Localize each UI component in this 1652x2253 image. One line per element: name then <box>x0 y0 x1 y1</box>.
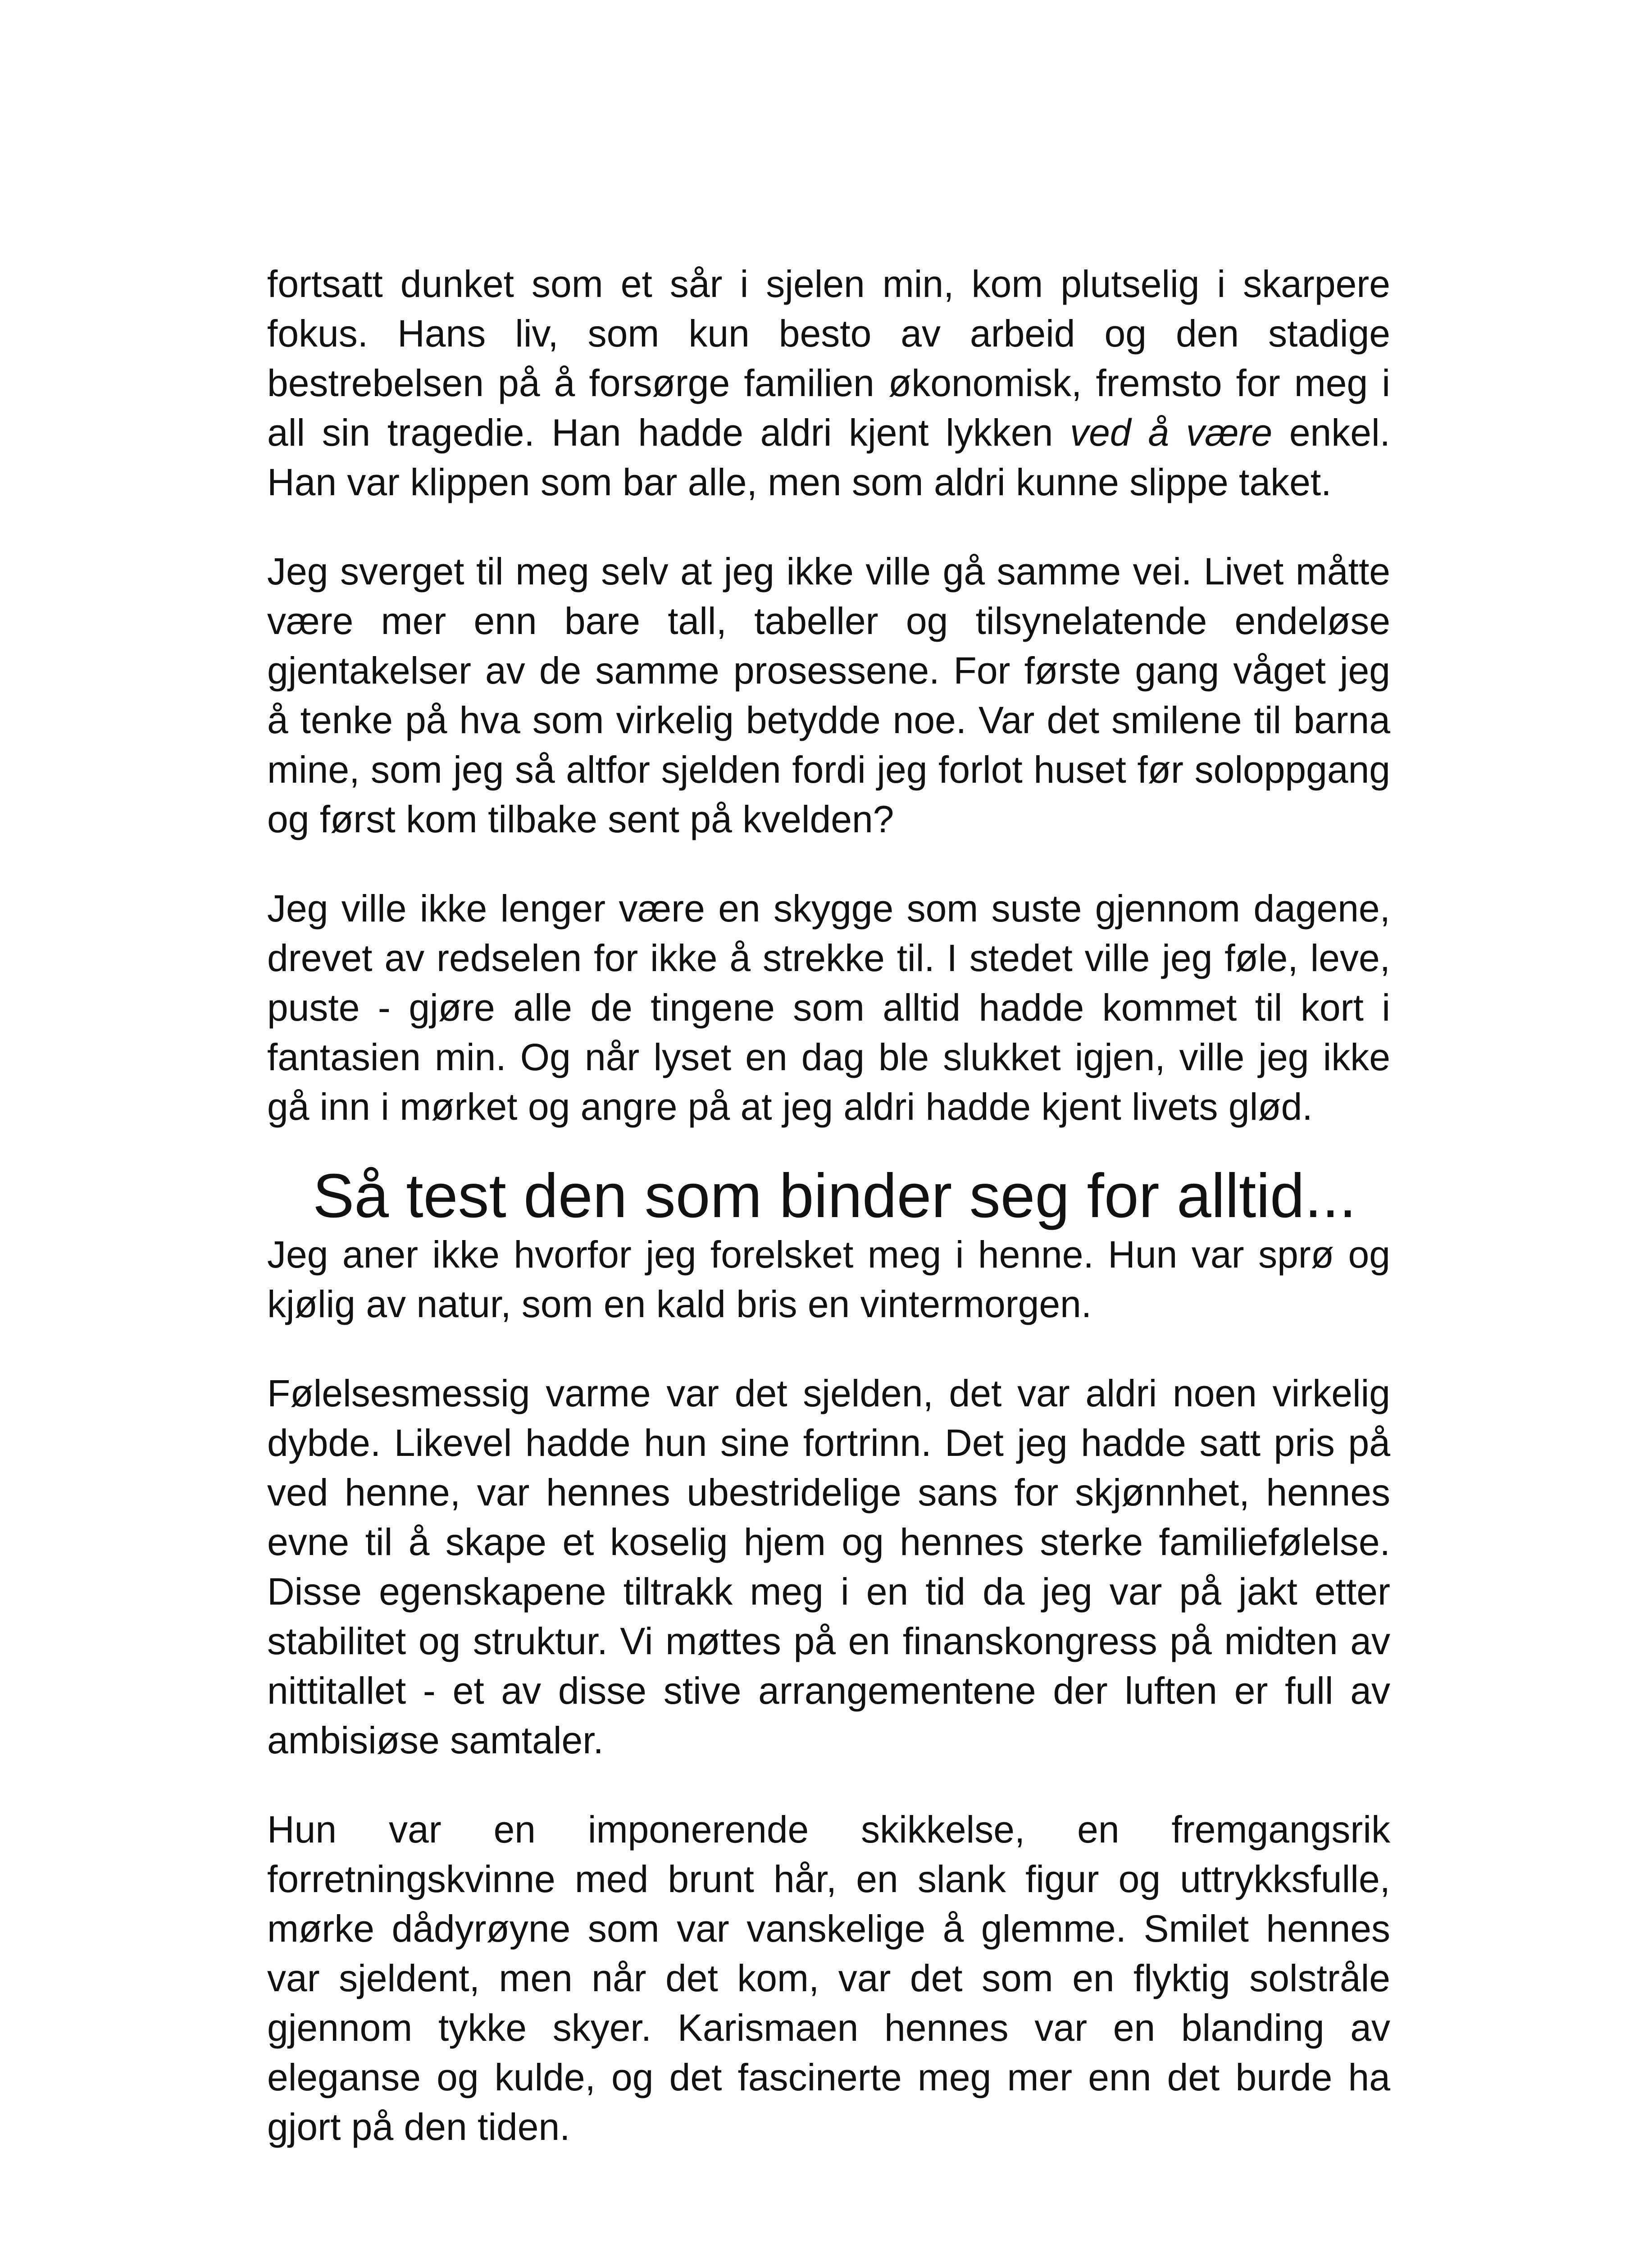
paragraph-2: Jeg sverget til meg selv at jeg ikke ville gå samme vei. Livet måtte være mer enn bare tall, tabeller og tilsynelatende endeløse gjentakelser av de samme prosessene. For første gang våget jeg å tenke på hva som virkelig betydde noe. Var det smilene til barna mine, som jeg så altfor sjelden fordi jeg forlot huset før soloppgang og først kom tilbake sent på kvelden? <box>267 550 1390 840</box>
paragraph-3: Jeg ville ikke lenger være en skygge som suste gjennom dagene, drevet av redselen for ikke å strekke til. I stedet ville jeg føle, leve, puste - gjøre alle de tingene som alltid hadde kommet til kort i fantasien min. Og når lyset en dag ble slukket igjen, ville jeg ikke gå inn i mørket og angre på at jeg aldri hadde kjent livets glød. <box>267 887 1390 1128</box>
paragraph-1 <box>267 259 1390 507</box>
chapter-heading-block <box>267 1162 1390 1230</box>
emphasis-text: ved å være <box>1070 411 1273 454</box>
paragraph-1-text-end: enkel. Han var klippen som bar alle, men som aldri kunne slippe taket. <box>267 411 1390 503</box>
paragraph-4: Jeg aner ikke hvorfor jeg forelsket meg i henne. Hun var sprø og kjølig av natur, som en kald bris en vintermorgen. <box>267 1233 1390 1325</box>
page-content <box>267 259 1390 2152</box>
paragraph-5: Følelsesmessig varme var det sjelden, det var aldri noen virkelig dybde. Likevel hadde hun sine fortrinn. Det jeg hadde satt pris på ved henne, var hennes ubestridelige sans for skjønnhet, hennes evne til å skape et koselig hjem og hennes sterke familiefølelse. Disse egenskapene tiltrakk meg i en tid da jeg var på jakt etter stabilitet og struktur. Vi møttes på en finanskongress på midten av nittitallet - et av disse stive arrangementene der luften er full av ambisiøse samtaler. <box>267 1372 1390 1761</box>
paragraph-6: Hun var en imponerende skikkelse, en fremgangsrik forretningskvinne med brunt hår, en slank figur og uttrykksfulle, mørke dådyrøyne som var vanskelige å glemme. Smilet hennes var sjeldent, men når det kom, var det som en flyktig solstråle gjennom tykke skyer. Karismaen hennes var en blanding av eleganse og kulde, og det fascinerte meg mer enn det burde ha gjort på den tiden. <box>267 1808 1390 2148</box>
chapter-heading: Så test den som binder seg for alltid... <box>313 1161 1356 1231</box>
paragraph-1-text-start: fortsatt dunket som et sår i sjelen min, kom plutselig i skarpere fokus. Hans liv, som kun besto av arbeid og den stadige bestrebelsen på å forsørge familien økonomisk, fremsto for meg i all sin tragedie. Han hadde aldri kjent lykken <box>267 263 1390 454</box>
